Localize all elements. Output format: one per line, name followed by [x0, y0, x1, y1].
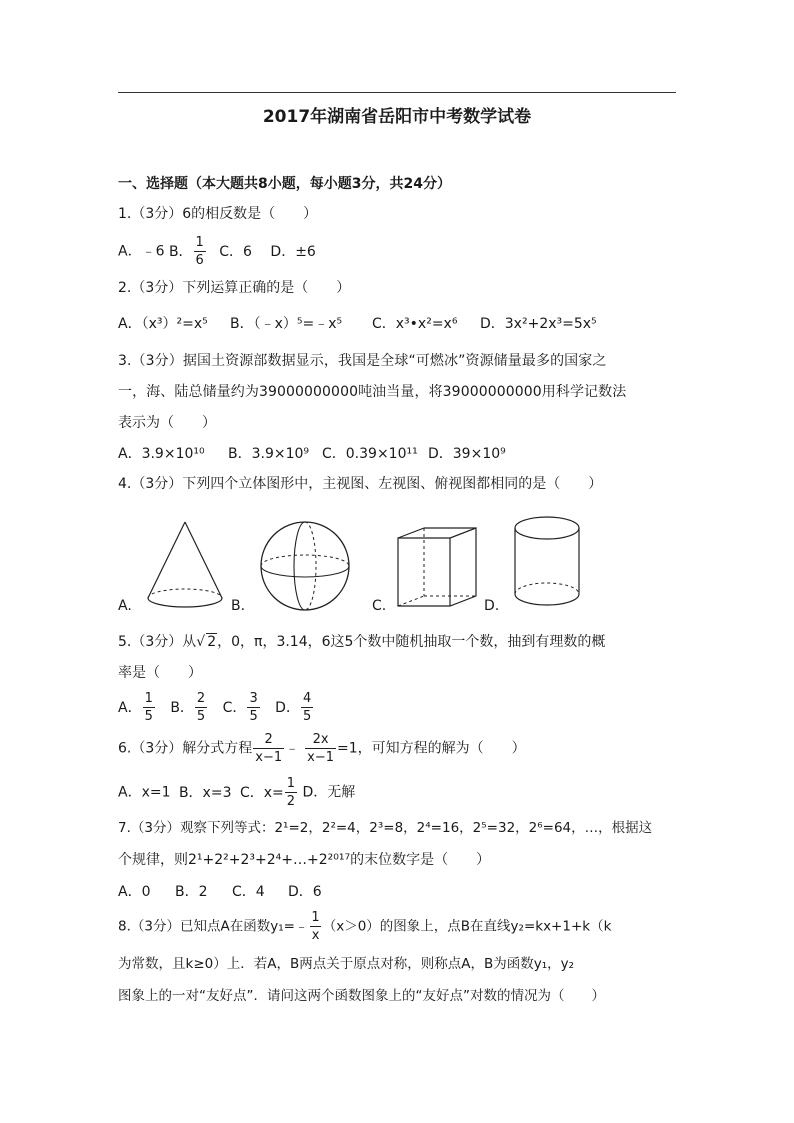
- q2-option-b[interactable]: B．（﹣x）⁵=﹣x⁵: [230, 316, 343, 332]
- q3-line-3: 表示为（ ）: [118, 415, 216, 431]
- header-rule: [118, 92, 676, 93]
- q2-stem: 2.（3分）下列运算正确的是（ ）: [118, 280, 351, 296]
- q5-option-b[interactable]: B． $\frac{2}{5}$: [170, 691, 206, 724]
- q4-option-d[interactable]: D.: [484, 598, 500, 614]
- sphere-figure: [258, 520, 352, 612]
- q7-line-2: 个规律，则2¹+2²+2³+2⁴+…+2²⁰¹⁷的末位数字是（ ）: [118, 852, 491, 868]
- q5-options: [118, 692, 314, 723]
- section-heading: 一、选择题（本大题共8小题，每小题3分，共24分）: [118, 176, 451, 192]
- q4-option-b[interactable]: B.: [231, 598, 246, 614]
- q8-line-2: 为常数，且k≥0）上．若A，B两点关于原点对称，则称点A，B为函数y₁，y₂: [118, 956, 575, 972]
- cone-figure: [140, 518, 230, 610]
- q4-stem: 4.（3分）下列四个立体图形中，主视图、左视图、俯视图都相同的是（ ）: [118, 476, 603, 492]
- q6-option-b[interactable]: B．x=3: [178, 784, 232, 801]
- q1-option-d[interactable]: D．±6: [270, 243, 316, 260]
- q6-options: [118, 777, 355, 808]
- triangular-prism-figure: [394, 526, 480, 610]
- q1-stem: 1.（3分）6的相反数是（ ）: [118, 206, 318, 222]
- q6-option-c[interactable]: C．x= $\frac{1}{2}$: [239, 776, 296, 809]
- q3-option-d[interactable]: D．39×10⁹: [428, 446, 506, 462]
- q3-line-1: 3.（3分）据国土资源部数据显示，我国是全球“可燃冰”资源储量最多的国家之: [118, 353, 607, 369]
- q2-option-d[interactable]: D．3x²+2x³=5x⁵: [480, 316, 597, 332]
- q2-option-a[interactable]: A．（x³）²=x⁵: [118, 316, 208, 332]
- q5-option-a[interactable]: A． $\frac{1}{5}$: [118, 691, 153, 724]
- q1-option-c[interactable]: C．6: [219, 243, 252, 260]
- q4-option-c[interactable]: C.: [372, 598, 387, 614]
- q8-line-3: 图象上的一对“友好点”．请问这两个函数图象上的“友好点”对数的情况为（ ）: [118, 988, 605, 1004]
- q8-line-1: 8.（3分）已知点A在函数y₁=﹣ $\frac{1}{x}$ （x＞0）的图象上，点B在直线y₂=kx+1+k（k: [118, 910, 612, 943]
- q7-option-b[interactable]: B．2: [175, 884, 208, 900]
- q2-option-c[interactable]: C．x³•x²=x⁶: [372, 316, 458, 332]
- q5-option-d[interactable]: D． $\frac{4}{5}$: [275, 691, 312, 724]
- q7-option-c[interactable]: C．4: [232, 884, 265, 900]
- q5-option-c[interactable]: C． $\frac{3}{5}$: [222, 691, 258, 724]
- q7-option-d[interactable]: D．6: [288, 884, 322, 900]
- q6-option-d[interactable]: D．无解: [302, 784, 356, 801]
- q3-line-2: 一，海、陆总储量约为39000000000吨油当量，将39000000000用科学记数法: [118, 384, 627, 400]
- q1-option-a[interactable]: A．﹣6: [118, 243, 165, 260]
- q6-option-a[interactable]: A．x=1: [118, 784, 171, 801]
- q5-line-2: 率是（ ）: [118, 665, 202, 681]
- q7-line-1: 7.（3分）观察下列等式：2¹=2，2²=4，2³=8，2⁴=16，2⁵=32，2⁶=64，…，根据这: [118, 820, 653, 836]
- q1-option-b[interactable]: B． $\frac{1}{6}$: [168, 235, 204, 268]
- q5-line-1: 5.（3分）从√ 2，0，π，3.14，6这5个数中随机抽取一个数，抽到有理数的概: [118, 634, 606, 650]
- q3-option-a[interactable]: A．3.9×10¹⁰: [118, 446, 205, 462]
- q3-option-b[interactable]: B．3.9×10⁹: [228, 446, 310, 462]
- page-title: 2017年湖南省岳阳市中考数学试卷: [262, 107, 532, 127]
- q7-option-a[interactable]: A．0: [118, 884, 151, 900]
- q1-options: [118, 236, 316, 267]
- q4-option-a[interactable]: A.: [118, 598, 132, 614]
- q3-option-c[interactable]: C．0.39×10¹¹: [322, 446, 418, 462]
- q6-stem: 6.（3分）解分式方程 $\frac{2}{x-1}$ ﹣ $\frac{2x}{x-1}$ =1，可知方程的解为（ ）: [118, 732, 526, 765]
- cylinder-figure: [510, 514, 584, 610]
